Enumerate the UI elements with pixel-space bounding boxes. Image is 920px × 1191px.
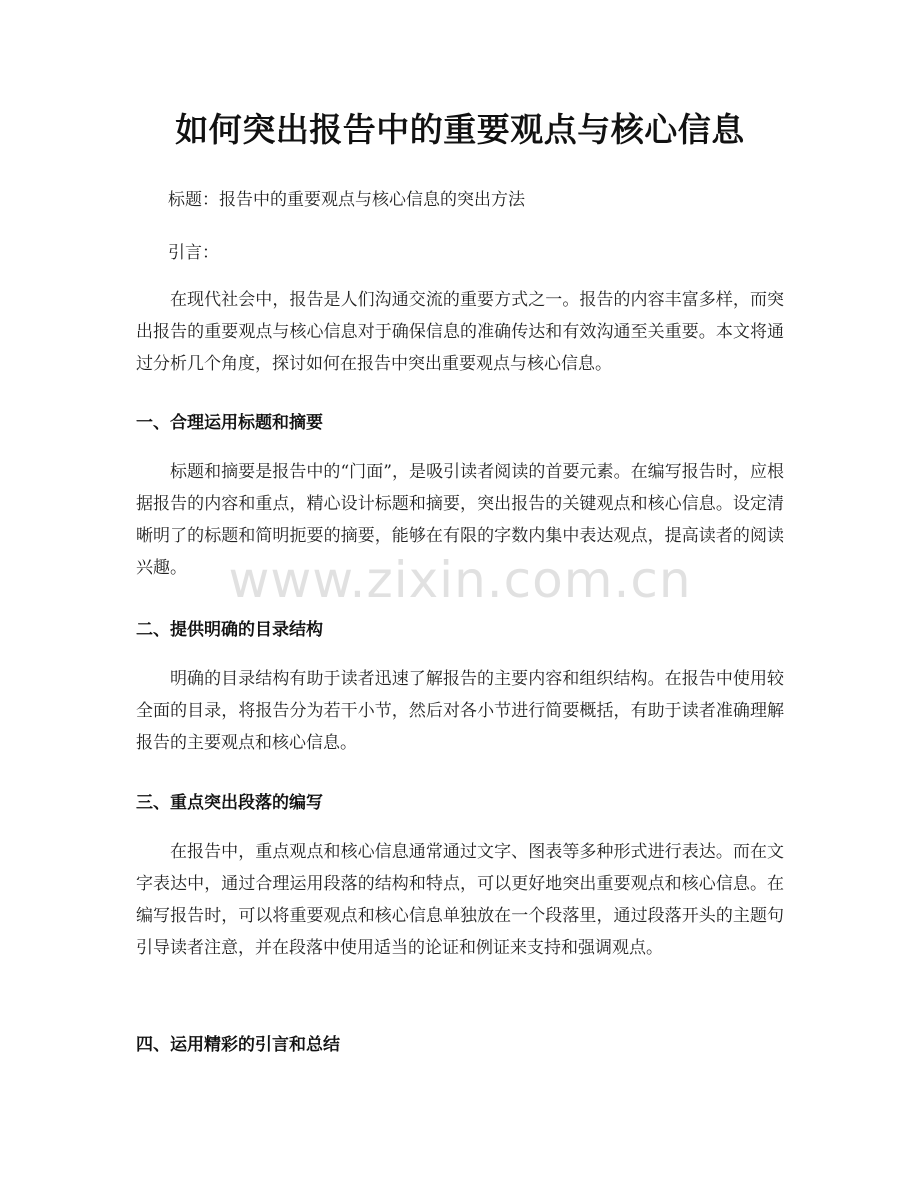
section-paragraph-3: 在报告中，重点观点和核心信息通常通过文字、图表等多种形式进行表达。而在文字表达中，通过合理运用段落的结构和特点，可以更好地突出重要观点和核心信息。在编写报告时，可以将重要观点和核心信息单独放在一个段落里，通过段落开头的主题句引导读者注意，并在段落中使用适当的论证和例证来支持和强调观点。 (136, 842, 784, 958)
intro-paragraph: 在现代社会中，报告是人们沟通交流的重要方式之一。报告的内容丰富多样，而突出报告的重要观点与核心信息对于确保信息的准确传达和有效沟通至关重要。本文将通过分析几个角度，探讨如何在报告中突出重要观点与核心信息。 (136, 290, 784, 374)
subtitle-line: 标题：报告中的重要观点与核心信息的突出方法 (168, 190, 525, 210)
section-paragraph-1: 标题和摘要是报告中的“门面”，是吸引读者阅读的首要元素。在编写报告时，应根据报告的内容和重点，精心设计标题和摘要，突出报告的关键观点和核心信息。设定清晰明了的标题和简明扼要的摘要，能够在有限的字数内集中表达观点，提高读者的阅读兴趣。 (136, 462, 784, 578)
section-heading-1: 一、合理运用标题和摘要 (136, 413, 323, 433)
section-heading-3: 三、重点突出段落的编写 (136, 793, 323, 813)
intro-label: 引言： (168, 243, 219, 263)
section-paragraph-2: 明确的目录结构有助于读者迅速了解报告的主要内容和组织结构。在报告中使用较全面的目录，将报告分为若干小节，然后对各小节进行简要概括，有助于读者准确理解报告的主要观点和核心信息。 (136, 669, 784, 753)
section-heading-4: 四、运用精彩的引言和总结 (136, 1035, 340, 1055)
section-heading-2: 二、提供明确的目录结构 (136, 620, 323, 640)
document-title: 如何突出报告中的重要观点与核心信息 (175, 110, 745, 149)
watermark: www.zixin.com.cn (228, 551, 692, 609)
